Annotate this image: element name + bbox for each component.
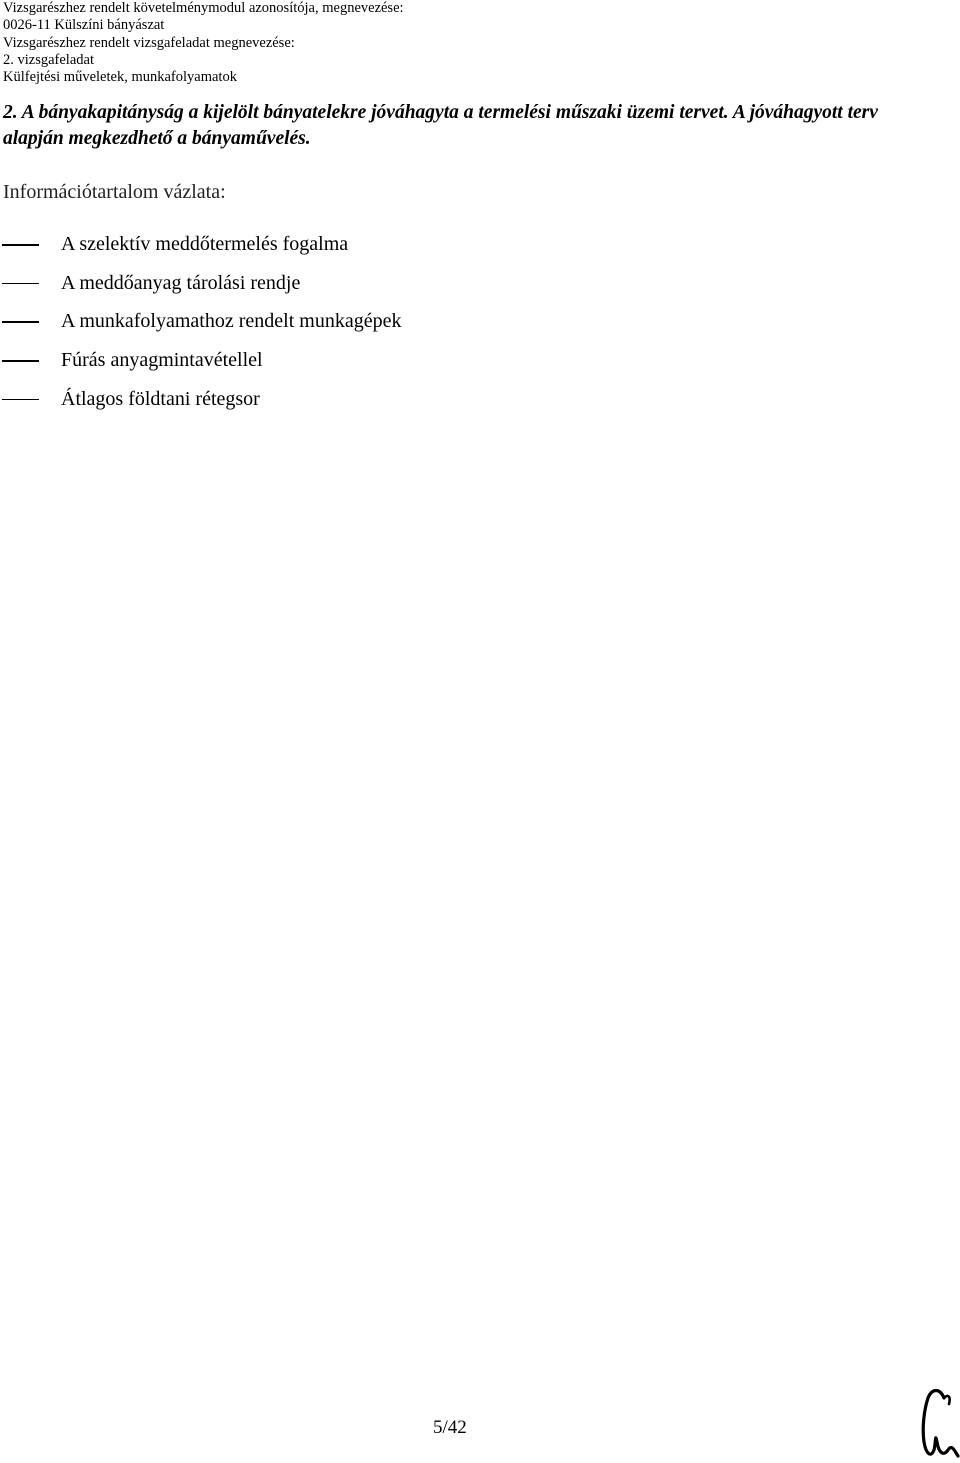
list-item-text: A szelektív meddőtermelés fogalma xyxy=(61,233,349,255)
dash-bullet-icon xyxy=(2,283,39,285)
exam-task-number: 2. vizsgafeladat xyxy=(3,51,94,68)
exam-task-label: Vizsgarészhez rendelt vizsgafeladat megnevezése: xyxy=(3,34,295,51)
list-item-text: Fúrás anyagmintavétellel xyxy=(61,349,263,372)
handwritten-signature-icon xyxy=(918,1384,960,1460)
module-name: 0026-11 Külszíni bányászat xyxy=(3,17,165,34)
dash-bullet-icon xyxy=(2,244,39,246)
list-item-text: Átlagos földtani rétegsor xyxy=(61,387,260,410)
page-number: 5/42 xyxy=(433,1417,467,1438)
outline-heading: Információtartalom vázlata: xyxy=(3,181,226,203)
task-title: 2. A bányakapitányság a kijelölt bányatelekre jóváhagyta a termelési műszaki üzemi tervet. A jóváhagyott terv alapján megkezdhető a bányaművelés. xyxy=(3,102,878,149)
module-label: Vizsgarészhez rendelt követelménymodul azonosítója, megnevezése: xyxy=(3,0,404,16)
dash-bullet-icon xyxy=(2,399,39,401)
list-item-text: A munkafolyamathoz rendelt munkagépek xyxy=(61,310,402,333)
exam-task-name: Külfejtési műveletek, munkafolyamatok xyxy=(3,69,237,86)
document-header xyxy=(3,0,404,86)
dash-bullet-icon xyxy=(2,321,39,323)
list-item-text: A meddőanyag tárolási rendje xyxy=(61,271,301,294)
dash-bullet-icon xyxy=(2,360,39,362)
